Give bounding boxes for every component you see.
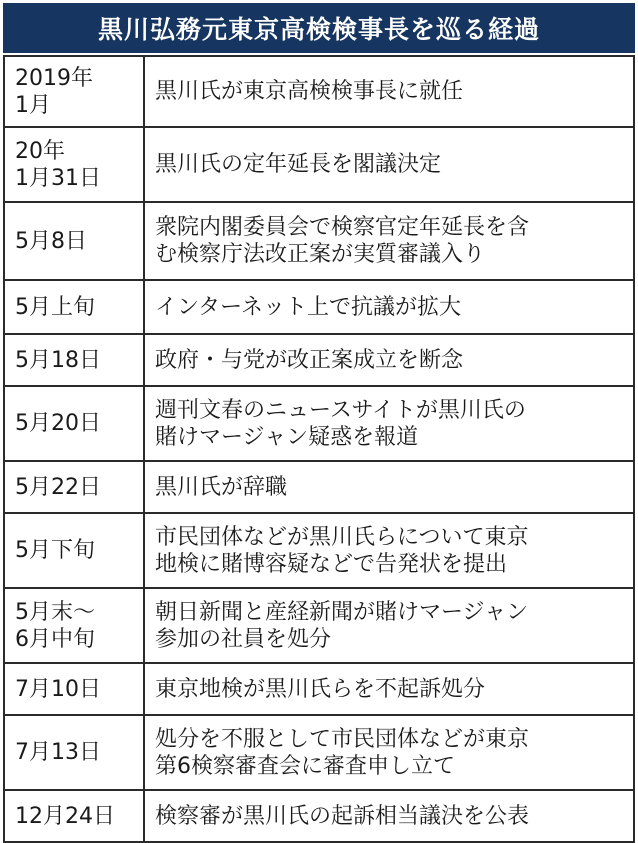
row-event: 市民団体などが黒川氏らについて東京 地検に賭博容疑などで告発状を提出 [144, 513, 634, 588]
row-date: 20年 1月31日 [4, 127, 144, 202]
table-row [4, 663, 634, 715]
row-date: 7月10日 [4, 663, 144, 715]
row-date: 5月末〜 6月中旬 [4, 588, 144, 663]
row-date: 5月上旬 [4, 280, 144, 334]
table-row [4, 461, 634, 513]
row-event: 週刊文春のニュースサイトが黒川氏の 賭けマージャン疑惑を報道 [144, 386, 634, 461]
row-event: 黒川氏が辞職 [144, 461, 634, 513]
row-event: 黒川氏の定年延長を閣議決定 [144, 127, 634, 202]
row-event: 政府・与党が改正案成立を断念 [144, 334, 634, 386]
table-row [4, 715, 634, 790]
row-event: 黒川氏が東京高検検事長に就任 [144, 56, 634, 127]
row-event: 検察審が黒川氏の起訴相当議決を公表 [144, 790, 634, 842]
table-row [4, 790, 634, 842]
row-date: 5月22日 [4, 461, 144, 513]
table-row [4, 513, 634, 588]
table-row [4, 202, 634, 280]
row-date: 5月20日 [4, 386, 144, 461]
row-event: 東京地検が黒川氏らを不起訴処分 [144, 663, 634, 715]
row-date: 12月24日 [4, 790, 144, 842]
timeline-table [3, 55, 635, 843]
row-event: 朝日新聞と産経新聞が賭けマージャン 参加の社員を処分 [144, 588, 634, 663]
table-row [4, 386, 634, 461]
table-row [4, 280, 634, 334]
row-date: 5月18日 [4, 334, 144, 386]
row-date: 5月下旬 [4, 513, 144, 588]
row-event: 衆院内閣委員会で検察官定年延長を含 む検察庁法改正案が実質審議入り [144, 202, 634, 280]
row-date: 2019年 1月 [4, 56, 144, 127]
row-date: 7月13日 [4, 715, 144, 790]
table-row [4, 56, 634, 127]
row-event: インターネット上で抗議が拡大 [144, 280, 634, 334]
table-row [4, 334, 634, 386]
page-title: 黒川弘務元東京高検検事長を巡る経過 [3, 3, 635, 53]
table-row [4, 127, 634, 202]
table-row [4, 588, 634, 663]
row-date: 5月8日 [4, 202, 144, 280]
row-event: 処分を不服として市民団体などが東京 第6検察審査会に審査申し立て [144, 715, 634, 790]
